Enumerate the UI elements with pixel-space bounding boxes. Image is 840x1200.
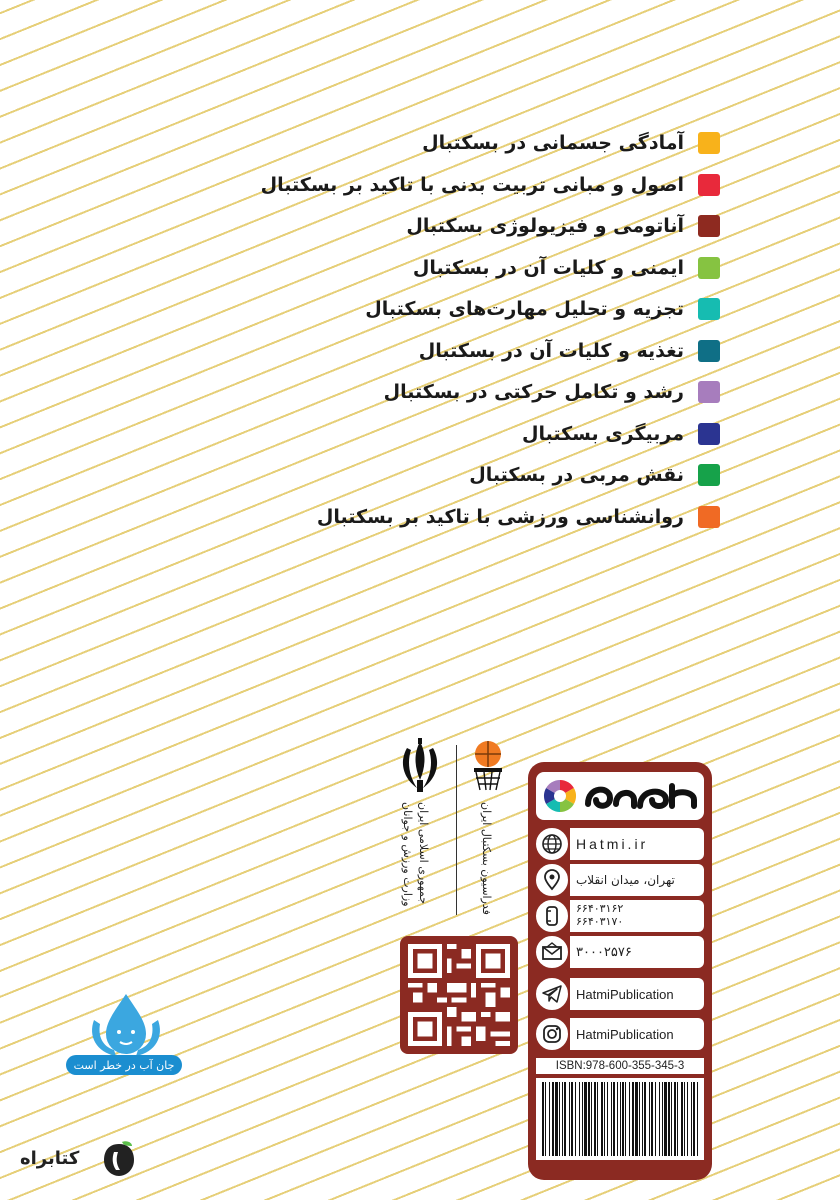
barcode-bar <box>622 1082 624 1156</box>
emblem-text-1: جمهوری اسلامی ایران <box>417 802 430 905</box>
barcode-bar <box>664 1082 667 1156</box>
barcode-bar <box>684 1082 685 1156</box>
isbn-label: ISBN:978-600-355-345-3 <box>536 1058 704 1074</box>
book-list-item <box>280 333 720 369</box>
color-swatch <box>698 215 720 237</box>
telegram-value[interactable]: HatmiPublication <box>570 978 704 1010</box>
book-title: تغذیه و کلیات آن در بسکتبال <box>418 339 684 362</box>
sms-row[interactable] <box>536 936 704 968</box>
instagram-value[interactable]: HatmiPublication <box>570 1018 704 1050</box>
barcode-icon <box>536 1078 704 1160</box>
barcode <box>536 1078 704 1160</box>
book-list-item <box>280 416 720 452</box>
publisher-wordmark-icon <box>582 776 700 816</box>
barcode-bar <box>552 1082 554 1156</box>
barcode-bar <box>542 1082 544 1156</box>
website-value[interactable]: Hatmi.ir <box>570 828 704 860</box>
barcode-bar <box>601 1082 603 1156</box>
phone-icon <box>536 900 568 932</box>
barcode-bar <box>655 1082 656 1156</box>
barcode-bar <box>549 1082 550 1156</box>
color-swatch <box>698 506 720 528</box>
barcode-bar <box>562 1082 563 1156</box>
phone-values[interactable] <box>570 900 704 932</box>
barcode-bar <box>569 1082 570 1156</box>
color-swatch <box>698 298 720 320</box>
phone-row[interactable] <box>536 900 704 932</box>
book-list-item <box>260 167 720 203</box>
book-title: مربیگری بسکتبال <box>521 422 684 445</box>
barcode-bar <box>632 1082 634 1156</box>
book-list-item <box>280 499 720 535</box>
website-row[interactable] <box>536 828 704 860</box>
address-value: تهران، میدان انقلاب <box>570 864 704 896</box>
barcode-bar <box>691 1082 692 1156</box>
sms-value[interactable]: ۳۰۰۰۲۵۷۶ <box>570 936 704 968</box>
book-title: اصول و مبانی تربیت بدنی با تاکید بر بسکتبال <box>260 173 684 196</box>
book-title: روانشناسی ورزشی با تاکید بر بسکتبال <box>316 505 684 528</box>
book-list-item <box>280 291 720 327</box>
color-swatch <box>698 381 720 403</box>
globe-icon <box>536 828 568 860</box>
barcode-bar <box>591 1082 592 1156</box>
book-list-item <box>280 374 720 410</box>
barcode-bar <box>588 1082 590 1156</box>
book-title: رشد و تکامل حرکتی در بسکتبال <box>383 381 684 403</box>
barcode-bar <box>687 1082 688 1156</box>
envelope-icon <box>536 936 568 968</box>
book-title: تجزیه و تحلیل مهارت‌های بسکتبال <box>365 298 684 320</box>
barcode-bar <box>555 1082 558 1156</box>
barcode-bar <box>607 1082 608 1156</box>
barcode-bar <box>644 1082 646 1156</box>
basketball-federation-icon <box>466 738 510 794</box>
water-slogan: جان آب در خطر است <box>66 1055 182 1075</box>
barcode-bar <box>579 1082 580 1156</box>
color-swatch <box>698 464 720 486</box>
barcode-bar <box>681 1082 683 1156</box>
water-drop-hands-icon <box>66 990 186 1060</box>
publisher-logo-bar <box>536 772 704 820</box>
address-row <box>536 864 704 896</box>
barcode-bar <box>629 1082 630 1156</box>
barcode-bar <box>575 1082 576 1156</box>
telegram-icon <box>536 978 568 1010</box>
instagram-row[interactable] <box>536 1018 704 1050</box>
ministry-emblem <box>395 738 445 918</box>
book-title: آناتومی و فیزیولوژی بسکتبال <box>406 215 684 237</box>
qr-code-icon <box>408 944 510 1046</box>
barcode-bar <box>639 1082 640 1156</box>
iran-emblem-icon <box>395 738 445 796</box>
barcode-bar <box>671 1082 672 1156</box>
color-swatch <box>698 132 720 154</box>
barcode-bar <box>559 1082 560 1156</box>
phone-number-2[interactable]: ۶۶۴۰۳۱۷۰ <box>576 916 624 928</box>
book-list-item <box>280 250 720 286</box>
barcode-bar <box>584 1082 587 1156</box>
logo-divider <box>456 745 457 915</box>
barcode-bar <box>613 1082 615 1156</box>
barcode-bar <box>674 1082 676 1156</box>
qr-code-card[interactable] <box>400 936 518 1054</box>
color-swatch <box>698 174 720 196</box>
color-swatch <box>698 423 720 445</box>
book-title: ایمنی و کلیات آن در بسکتبال <box>412 256 684 279</box>
color-wheel-icon <box>542 778 578 814</box>
barcode-bar <box>697 1082 698 1156</box>
barcode-bar <box>611 1082 612 1156</box>
barcode-bar <box>604 1082 605 1156</box>
publisher-contact-panel <box>528 762 712 1180</box>
barcode-bar <box>571 1082 573 1156</box>
book-series-list <box>260 125 720 540</box>
federation-text: فدراسیون بسکتبال ایران <box>480 802 493 915</box>
barcode-bar <box>635 1082 638 1156</box>
barcode-bar <box>564 1082 566 1156</box>
barcode-bar <box>594 1082 596 1156</box>
phone-number-1[interactable]: ۶۶۴۰۳۱۶۲ <box>576 903 624 915</box>
book-list-item <box>280 208 720 244</box>
federation-logo <box>466 738 510 918</box>
color-swatch <box>698 257 720 279</box>
barcode-bar <box>677 1082 678 1156</box>
barcode-bar <box>617 1082 618 1156</box>
barcode-bar <box>693 1082 695 1156</box>
barcode-bar <box>642 1082 643 1156</box>
barcode-bar <box>545 1082 546 1156</box>
location-pin-icon <box>536 864 568 896</box>
barcode-bar <box>620 1082 621 1156</box>
ketabrah-logo <box>20 1140 140 1180</box>
barcode-bar <box>649 1082 650 1156</box>
book-list-item <box>280 125 720 161</box>
barcode-bar <box>597 1082 598 1156</box>
instagram-icon <box>536 1018 568 1050</box>
barcode-bar <box>651 1082 653 1156</box>
emblem-text-2: وزارت ورزش و جوانان <box>401 802 414 907</box>
barcode-bar <box>668 1082 670 1156</box>
book-title: آمادگی جسمانی در بسکتبال <box>422 132 684 154</box>
book-list-item <box>280 457 720 493</box>
barcode-bar <box>625 1082 626 1156</box>
ketabrah-icon <box>102 1140 136 1178</box>
barcode-bar <box>582 1082 583 1156</box>
ketabrah-name: کتابراه <box>20 1148 80 1169</box>
book-title: نقش مربی در بسکتبال <box>469 464 684 486</box>
barcode-bar <box>662 1082 663 1156</box>
color-swatch <box>698 340 720 362</box>
telegram-row[interactable] <box>536 978 704 1010</box>
barcode-bar <box>659 1082 660 1156</box>
